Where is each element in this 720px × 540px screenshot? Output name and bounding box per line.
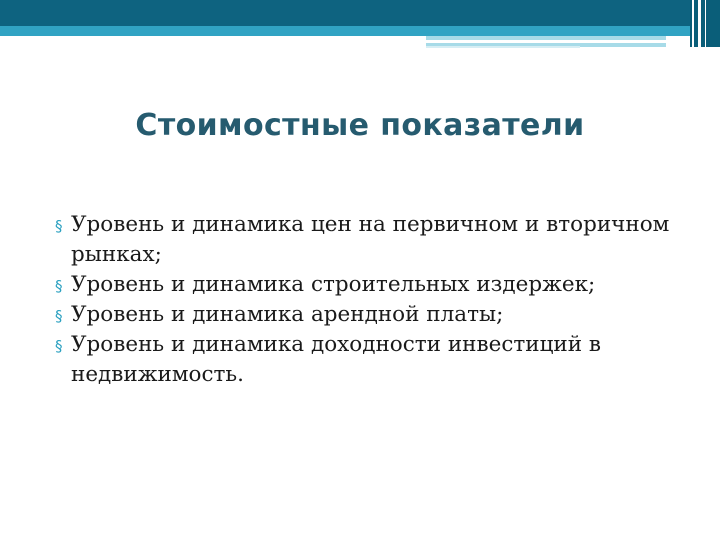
bullet-text: Уровень и динамика цен на первичном и вторичном рынках; <box>71 212 670 267</box>
header-corner-stripe <box>705 0 706 47</box>
bullet-item <box>55 210 695 270</box>
header-band-underline <box>426 46 580 48</box>
header-corner-stripe <box>698 0 701 47</box>
bullet-list <box>55 210 695 390</box>
header-band-highlight <box>426 40 666 43</box>
section-sign-icon: § <box>55 217 63 235</box>
section-sign-icon: § <box>55 277 63 295</box>
bullet-item <box>55 300 695 330</box>
header-corner-stripe <box>692 0 694 47</box>
header-band-dark <box>0 0 720 26</box>
bullet-item <box>55 330 695 390</box>
header-band-teal <box>0 26 690 36</box>
bullet-text: Уровень и динамика строительных издержек; <box>71 272 596 297</box>
slide-title: Стоимостные показатели <box>135 108 585 143</box>
section-sign-icon: § <box>55 337 63 355</box>
section-sign-icon: § <box>55 307 63 325</box>
bullet-text: Уровень и динамика арендной платы; <box>71 302 504 327</box>
bullet-text: Уровень и динамика доходности инвестиций в недвижимость. <box>71 332 602 387</box>
bullet-item <box>55 270 695 300</box>
